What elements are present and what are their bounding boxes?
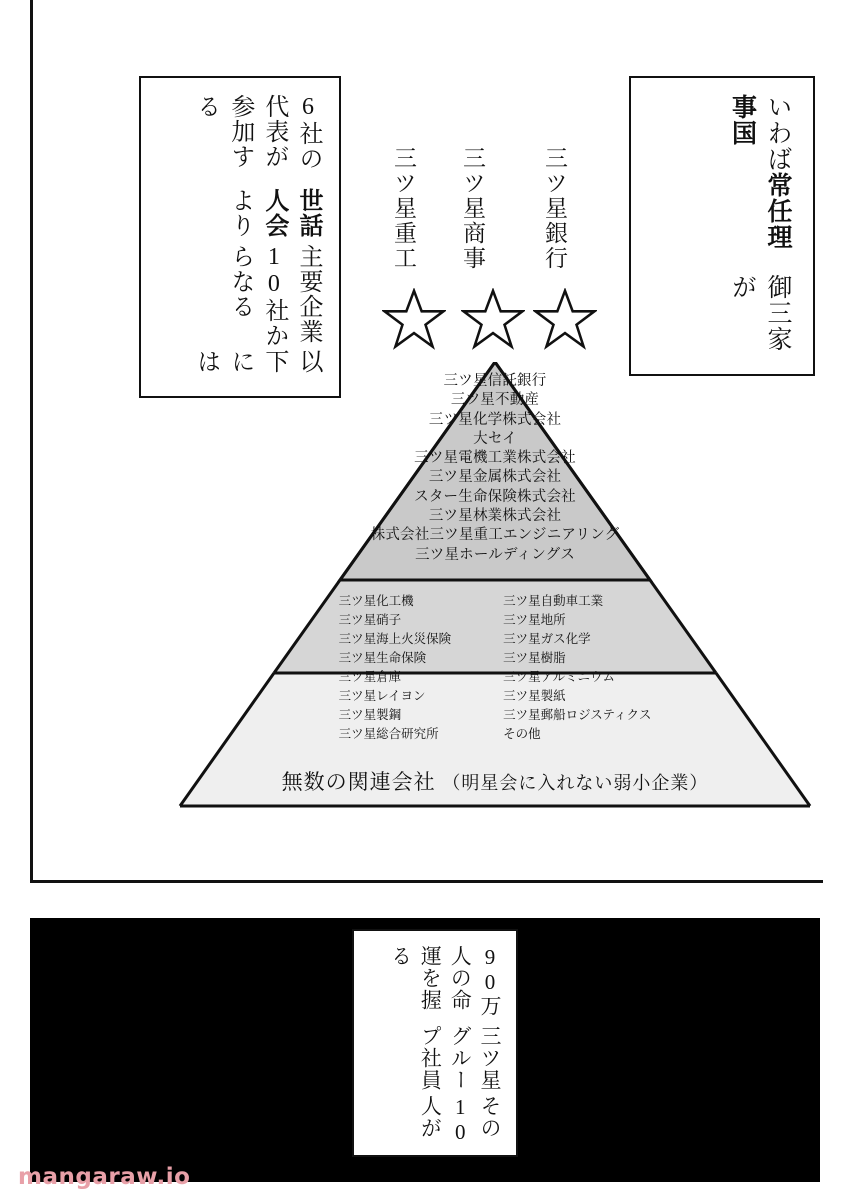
tier1-item: 三ツ星化学株式会社 xyxy=(428,411,562,428)
tier2-left-column xyxy=(339,592,452,744)
tier2-item: 三ツ星樹脂 xyxy=(503,651,566,665)
tier2-item: 三ツ星郵船ロジスティクス xyxy=(503,708,652,722)
tier2-item: 三ツ星製鋼 xyxy=(338,708,402,722)
balloon-ika-line-2-b: より xyxy=(226,188,253,239)
tier2-item: 三ツ星自動車工業 xyxy=(503,594,604,608)
speech-balloon-ika xyxy=(139,76,341,398)
balloon-last-line-0: その10人が xyxy=(418,1095,502,1145)
star-label-mitsuboshi-shoji: 三ツ星商事 xyxy=(460,146,485,271)
pyramid-tier-3-label xyxy=(160,766,830,796)
balloon-ika-line-0: 以下には xyxy=(192,348,321,374)
tier2-item: 三ツ星レイヨン xyxy=(338,689,426,703)
tier3-note-text: （明星会に入れない弱小企業） xyxy=(442,773,709,793)
tier1-item: 三ツ星金属株式会社 xyxy=(428,469,562,486)
tier1-item: 三ツ星ホールディングス xyxy=(415,546,575,563)
tier1-item: 三ツ星電機工業株式会社 xyxy=(414,450,576,467)
pyramid-diagram xyxy=(160,362,830,832)
tier2-item: 三ツ星化工機 xyxy=(338,594,414,608)
tier2-item: 三ツ星生命保険 xyxy=(338,651,427,665)
balloon-ika-line-2 xyxy=(153,188,325,244)
balloon-sanke-line-0: 御三家が xyxy=(728,274,791,352)
balloon-last-line-1: 三ツ星グループ社員 xyxy=(418,1024,502,1091)
star-icon xyxy=(461,288,525,350)
tier3-main-text: 無数の関連会社 xyxy=(281,771,436,794)
balloon-sanke-line-1-b: 常任理事国 xyxy=(728,94,791,250)
pyramid-tier-1-list xyxy=(160,372,830,565)
speech-balloon-sanke xyxy=(629,76,815,376)
pyramid-tier-2-list xyxy=(160,592,830,744)
tier1-item: 三ツ星不動産 xyxy=(450,392,540,409)
tier2-item: 三ツ星地所 xyxy=(503,613,566,627)
balloon-ika-line-2-a: 世話人会 xyxy=(260,188,321,239)
tier1-item: スター生命保険株式会社 xyxy=(414,488,576,505)
star-label-mitsuboshi-heavy: 三ツ星重工 xyxy=(391,146,416,271)
tier1-item: 三ツ星信託銀行 xyxy=(443,373,547,389)
tier1-item: 三ツ星林業株式会社 xyxy=(428,507,562,524)
tier2-item: 三ツ星アルミニウム xyxy=(503,670,616,684)
tier1-item: 株式会社三ツ星重工エンジニアリング xyxy=(370,527,620,544)
balloon-sanke-line-1-a: いわば xyxy=(764,94,791,172)
tier2-right-column xyxy=(503,592,651,744)
tier2-item: 三ツ星海上火災保険 xyxy=(338,632,452,646)
balloon-sanke-line-1 xyxy=(644,94,795,274)
tier2-item: 三ツ星倉庫 xyxy=(338,670,402,684)
top-panel xyxy=(30,0,823,883)
tier2-item: その他 xyxy=(503,727,541,741)
tier2-item: 三ツ星ガス化学 xyxy=(503,632,591,646)
tier2-item: 三ツ星総合研究所 xyxy=(338,727,439,741)
site-watermark: mangaraw.io xyxy=(18,1164,191,1190)
tier2-item: 三ツ星硝子 xyxy=(338,613,402,627)
tier2-item: 三ツ星製紙 xyxy=(503,689,566,703)
speech-balloon-last xyxy=(352,929,518,1157)
star-icon xyxy=(533,288,597,350)
tier1-item: 大セイ xyxy=(473,430,517,447)
star-icon xyxy=(382,288,446,350)
balloon-ika-line-1: 主要企業10社からなる xyxy=(226,244,321,349)
balloon-ika-line-3: 6社の代表が参加する xyxy=(192,94,321,171)
star-label-mitsuboshi-bank: 三ツ星銀行 xyxy=(542,146,567,271)
balloon-last-line-2: 90万人の命運を握る xyxy=(388,945,502,1017)
